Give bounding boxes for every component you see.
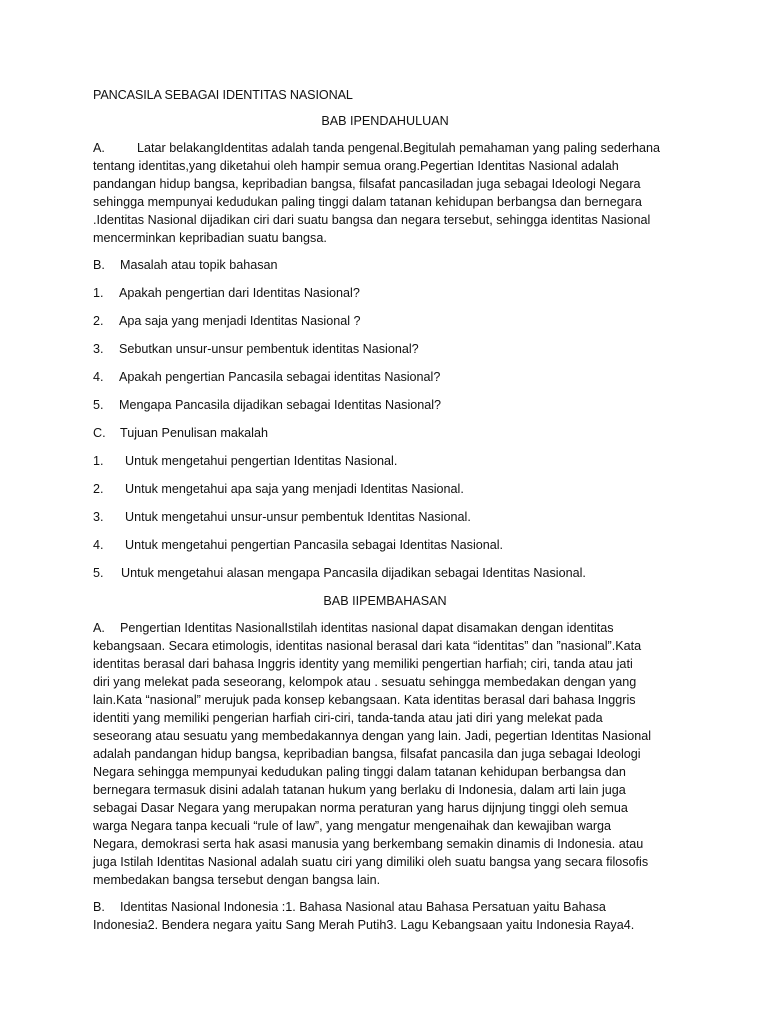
- list-item-text: Untuk mengetahui pengertian Identitas Nasional.: [125, 454, 398, 468]
- list-item: [93, 564, 677, 582]
- paragraph-line: lain.Kata “nasional” merujuk pada konsep kebangsaan. Kata identitas berasal dari bahasa Inggris: [93, 693, 636, 707]
- section-marker: B.: [93, 258, 105, 272]
- paragraph-line: sebagai Dasar Negara yang merupakan norma peraturan yang harus dijnjung tinggi oleh semua: [93, 801, 628, 815]
- paragraph-line: [93, 898, 677, 916]
- section-marker: A.: [93, 621, 105, 635]
- list-number: 5.: [93, 566, 104, 580]
- section-heading-b: [93, 256, 677, 274]
- section-heading-text: Masalah atau topik bahasan: [120, 258, 278, 272]
- section-marker: B.: [93, 900, 105, 914]
- list-item: [93, 508, 677, 526]
- list-number: 1.: [93, 454, 104, 468]
- document-page: [93, 86, 677, 943]
- list-item: [93, 536, 677, 554]
- chapter-heading-bab2: BAB IIPEMBAHASAN: [323, 594, 447, 608]
- list-item: [93, 480, 677, 498]
- paragraph-line: bernegara termasuk disini adalah tatanan hukum yang berlaku di Indonesia, dalam arti lain juga: [93, 783, 626, 797]
- paragraph-line: warga Negara tanpa kecuali “rule of law”, yang mengatur mengenaihak dan kewajiban warga: [93, 819, 612, 833]
- list-item-text: Apakah pengertian dari Identitas Nasional?: [119, 286, 360, 300]
- paragraph-line: tentang identitas,yang diketahui oleh hampir semua orang.Pegertian Identitas Nasional adalah: [93, 159, 619, 173]
- paragraph-line: pandangan hidup bangsa, kepribadian bangsa, filsafat pancasiladan juga sebagai Ideologi Negara: [93, 177, 641, 191]
- line-text: Pengertian Identitas NasionalIstilah identitas nasional dapat disamakan dengan identitas: [120, 621, 614, 635]
- paragraph-line: juga Istilah Identitas Nasional adalah suatu ciri yang dimiliki oleh suatu bangsa yang secara filosofis: [93, 855, 649, 869]
- list-item: [93, 312, 677, 330]
- section-marker: A.: [93, 141, 105, 155]
- list-item-text: Apakah pengertian Pancasila sebagai identitas Nasional?: [119, 370, 441, 384]
- paragraph-line: [93, 139, 677, 157]
- paragraph-line: kebangsaan. Secara etimologis, identitas nasional berasal dari kata “identitas” dan ”nasional”.Kata: [93, 639, 642, 653]
- paragraph-line: .Identitas Nasional dijadikan ciri dari suatu bangsa dan negara tersebut, sehingga identitas Nasional: [93, 213, 651, 227]
- paragraph-line: membedakan bangsa tersebut dengan bangsa lain.: [93, 873, 381, 887]
- list-item-text: Apa saja yang menjadi Identitas Nasional ?: [119, 314, 361, 328]
- bab1-section-a-paragraph: [93, 139, 677, 247]
- paragraph-line: identiti yang memiliki pengerian harfiah ciri-ciri, tanda-tanda atau jati diri yang melekat pada: [93, 711, 603, 725]
- list-item: [93, 284, 677, 302]
- paragraph-line: Negara, demokrasi serta hak asasi manusia yang berkembang semakin dinamis di Indonesia. atau: [93, 837, 644, 851]
- list-item-text: Mengapa Pancasila dijadikan sebagai Identitas Nasional?: [119, 398, 442, 412]
- paragraph-line: identitas berasal dari bahasa Inggris identity yang memiliki pengertian harfiah; ciri, tanda atau jati: [93, 657, 633, 671]
- list-number: 4.: [93, 370, 104, 384]
- list-item-text: Sebutkan unsur-unsur pembentuk identitas Nasional?: [119, 342, 419, 356]
- paragraph-line: adalah pandangan hidup bangsa, kepribadian bangsa, filsafat pancasila dan juga sebagai Ideologi: [93, 747, 641, 761]
- paragraph-line: seseorang atau sesuatu yang membedakannya dengan yang lain. Jadi, pegertian Identitas Nasional: [93, 729, 652, 743]
- paragraph-line: mencerminkan kepribadian suatu bangsa.: [93, 231, 327, 245]
- paragraph-line: Negara sehingga mempunyai kedudukan paling tinggi dalam tatanan kehidupan berbangsa dan: [93, 765, 626, 779]
- list-number: 5.: [93, 398, 104, 412]
- paragraph-line: [93, 619, 677, 637]
- list-number: 4.: [93, 538, 104, 552]
- list-item-text: Untuk mengetahui alasan mengapa Pancasila dijadikan sebagai Identitas Nasional.: [121, 566, 586, 580]
- list-item-text: Untuk mengetahui pengertian Pancasila sebagai Identitas Nasional.: [125, 538, 504, 552]
- list-number: 2.: [93, 482, 104, 496]
- line-text: Identitas Nasional Indonesia :1. Bahasa Nasional atau Bahasa Persatuan yaitu Bahasa: [120, 900, 606, 914]
- list-number: 3.: [93, 510, 104, 524]
- list-item-text: Untuk mengetahui apa saja yang menjadi Identitas Nasional.: [125, 482, 464, 496]
- bab2-section-b-paragraph: [93, 898, 677, 934]
- list-item: [93, 340, 677, 358]
- line-text: Latar belakangIdentitas adalah tanda pengenal.Begitulah pemahaman yang paling sederhana: [137, 141, 661, 155]
- document-title: PANCASILA SEBAGAI IDENTITAS NASIONAL: [93, 88, 353, 102]
- section-marker: C.: [93, 426, 106, 440]
- paragraph-line: Indonesia2. Bendera negara yaitu Sang Merah Putih3. Lagu Kebangsaan yaitu Indonesia Raya4.: [93, 918, 635, 932]
- list-number: 2.: [93, 314, 104, 328]
- list-item: [93, 452, 677, 470]
- list-item-text: Untuk mengetahui unsur-unsur pembentuk Identitas Nasional.: [125, 510, 471, 524]
- paragraph-line: diri yang melekat pada seseorang, kelompok atau . sesuatu sehingga membedakan dengan yang: [93, 675, 637, 689]
- list-item: [93, 368, 677, 386]
- list-number: 3.: [93, 342, 104, 356]
- list-number: 1.: [93, 286, 104, 300]
- paragraph-line: sehingga mempunyai kedudukan paling tinggi dalam tatanan kehidupan berbangsa dan bernegara: [93, 195, 642, 209]
- section-heading-text: Tujuan Penulisan makalah: [120, 426, 268, 440]
- chapter-heading-bab1: BAB IPENDAHULUAN: [321, 114, 449, 128]
- bab2-section-a-paragraph: [93, 619, 677, 889]
- section-heading-c: [93, 424, 677, 442]
- list-item: [93, 396, 677, 414]
